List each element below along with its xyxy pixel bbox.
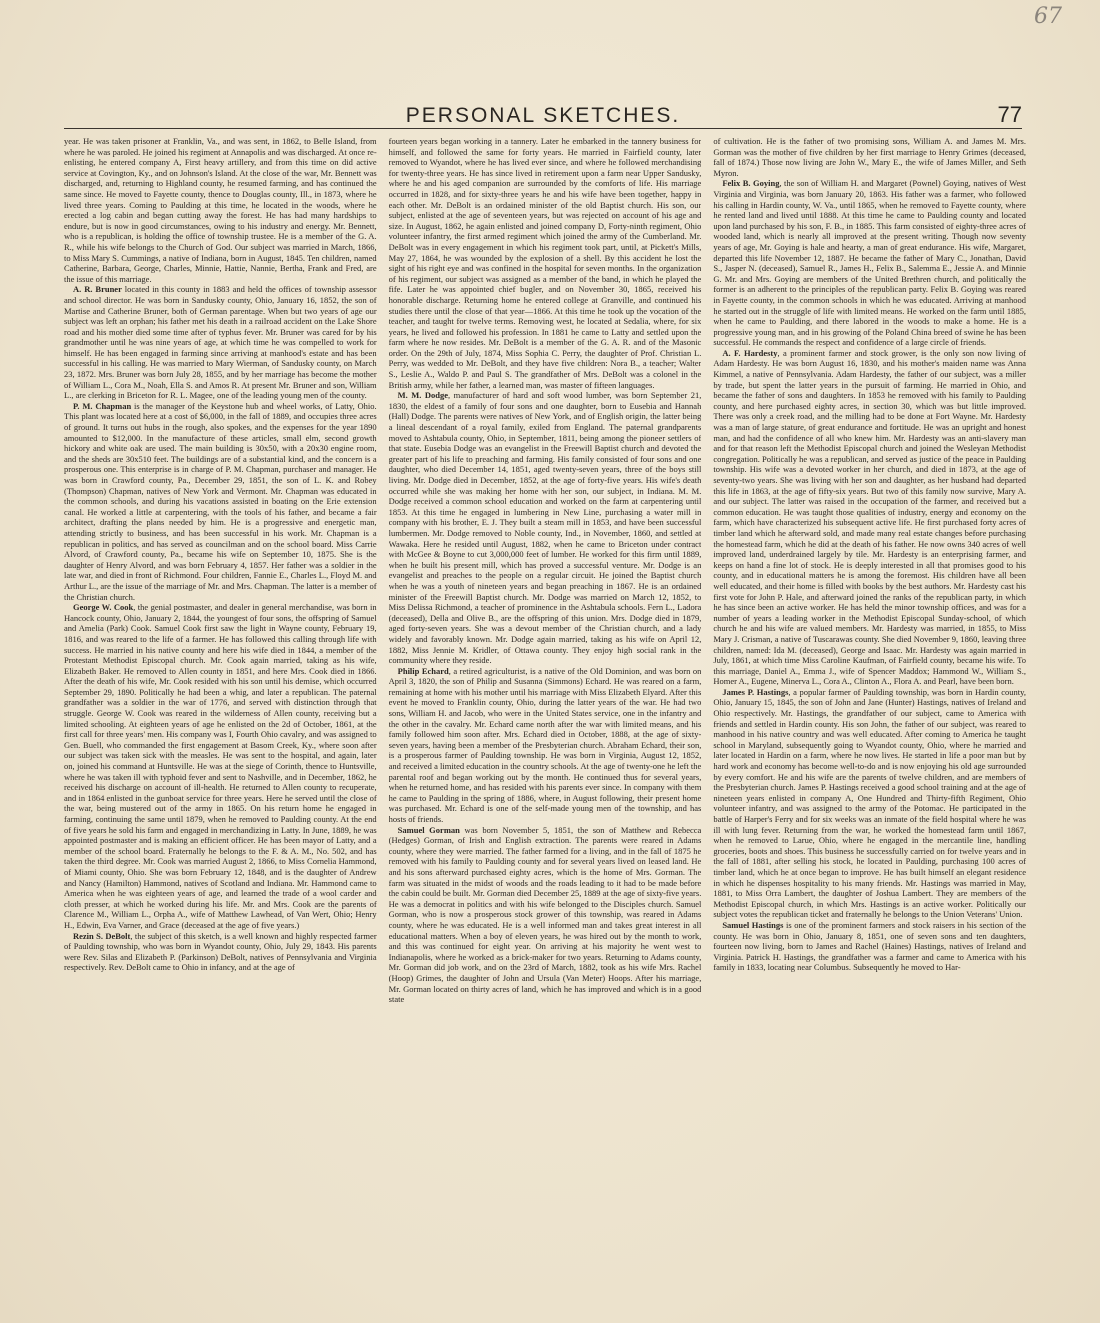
sketch-text: located in this county in 1883 and held the offices of township assessor and school director. He was born in Sandusky county, Ohio, January 16, 1852, the son of Martise and Catherine Bruner, both of German parentage. When but two years of age our subject was left an orphan; his father met his death in a railroad accident on the Lake Shore road and his mother died some time after of typhus fever. Mr. Bruner was cared for by his grandmother until he was nine years of age, at which time he was compelled to work for himself. He has been engaged in farming since arriving at manhood's estate and has been successful in his calling. He was married to Mary Wierman, of Sandusky county, on March 23, 1872. Mrs. Bruner was born July 28, 1855, and by her marriage has become the mother of William L., Cora M., Noah, Ella S. and Amos R. At present Mr. Bruner and son, William L., are clerking in Briceton for R. L. Magee, one of the leading young men of the county.	[64, 284, 377, 401]
sketch-paragraph	[64, 284, 377, 401]
sketch-paragraph	[389, 390, 702, 665]
sketch-paragraph	[713, 920, 1026, 973]
sketch-name: Rezin S. DeBolt	[73, 930, 131, 941]
sketch-paragraph	[389, 136, 702, 390]
sketch-text: , the son of William H. and Margaret (Pownel) Goying, natives of West Virginia and Virginia, was born January 20, 1863. His father was a farmer, who followed his calling in Hardin county, W. Va., until 1865, when he removed to Fayette county, where he rented land and lived until 1888. At this time he came to Paulding county and located upon land purchased by his son, F. B., in 1885. This farm consisted of eighty-three acres of wooded land, which is nearly all improved at the present writing. Though now seventy years of age, Mr. Goying is hale and hearty, a man of great endurance. His wife, Margaret, departed this life November 12, 1887. He became the father of Mary C., Jonathan, David S., Jasper N. (deceased), Samuel R., James H., Felix B., Salemma E., Jessie A. and Minnie G. Mr. and Mrs. Goying are members of the United Brethren church, and politically the former is an adherent to the principles of the republican party. Felix B. Goying was reared in Fayette county, in the common schools in which he was educated. Arriving at manhood he started out in the struggle of life with limited means. He worked on the farm until 1885, when he came to Paulding, and there labored in the woods to make a home. He is a progressive young man, and in his growing of the Poland China breed of swine he has been successful. He commands the respect and confidence of a large circle of friends.	[713, 178, 1026, 348]
sketch-text: fourteen years began working in a tannery. Later he embarked in the tannery business for himself, and followed the same for forty years. He married in Fairfield county, later removed to Wyandot, where he has lived ever since, and where he followed merchandising for twenty-three years. He has since lived in retirement upon a farm near Upper Sandusky, where he and his aged companion are surrounded by the comforts of life. His marriage occurred in 1828, and for sixty-three years he and his wife have been together, happy in each other. Mr. DeBolt is an ordained minister of the old Baptist church. His son, our subject, enlisted at the age of seventeen years, but was rejected on account of his age and size. In August, 1862, he again enlisted and joined company D, Forty-ninth regiment, Ohio volunteer infantry, the first armed regiment which joined the army of the Cumberland. Mr. DeBolt was in every engagement in which his regiment took part, until, at Pickett's Mills, May 27, 1864, he was wounded by the explosion of a shell. By this accident he lost the sight of his right eye and was confined in the hospital for seven months. In the organization of his regiment, our subject was assigned as a member of the band, in which he played the fife. Later he was appointed chief bugler, and on November 30, 1865, received his honorable discharge. Returning home he entered college at Granville, and continued his studies there until the close of that year—1866. At this time he took up the vocation of the teacher, and taught for twelve terms. Removing west, he located at Sedalia, where, for six years, he lived and followed his profession. In 1881 he came to Latty and settled upon the farm where he now resides. Mr. DeBolt is a member of the G. A. R. and of the Masonic order. On the 29th of July, 1874, Miss Sophia C. Perry, the daughter of Prof. Christian L. Perry, was wedded to Mr. DeBolt, and they have five children: Nora B., a teacher; Walter S., Leslie A., Waldo P. and Paul S. The grandfather of Mrs. DeBolt was a colonel in the British army, while her father, a learned man, was master of fifteen languages.	[388, 136, 702, 390]
sketch-text: is one of the prominent farmers and stock raisers in his section of the county. He was born in Ohio, January 8, 1851, one of seven sons and ten daughters, fourteen now living, born to James and Rachel (Haines) Hastings, natives of Ireland and Virginia. Patrick H. Hastings, the grandfather was a farmer and came to America with his family in 1833, locating near Columbus. Subsequently he moved to Har-	[713, 919, 1026, 973]
sketch-name: Philip Echard	[397, 665, 449, 676]
column-3	[713, 136, 1026, 1316]
sketch-name: Samuel Hastings	[722, 919, 784, 930]
sketch-text: , manufacturer of hard and soft wood lumber, was born September 21, 1830, the eldest of a family of four sons and one daughter, born to Eusebia and Hannah (Hall) Dodge. The parents were natives of New York, and of English origin, the latter being a lineal descendant of a royal family, exiled from England. The paternal grandparents moved to Ashtabula county, Ohio, in September, 1811, being among the pioneer settlers of that state. Eusebia Dodge was an evangelist in the Freewill Baptist church and devoted the greater part of his life to preaching and farming. His family consisted of four sons and one daughter, who died December 14, 1851, aged twenty-seven years, three of the boys still living. Mr. Dodge died in December, 1852, at the age of forty-five years. His wife's death occurred while she was making her home with her son, our subject, in Indiana. M. M. Dodge received a common school education and worked on the farm at carpentering until 1853. At this time he engaged in lumbering in New Line, purchasing a water mill in company with his brother, E. J. They built a steam mill in 1853, and have been successful lumbermen. Mr. Dodge removed to Noble county, Ind., in November, 1860, and settled at Wawaka. Here he resided until August, 1882, when he came to Briceton under contract with McGee & Boyne to cut 3,000,000 feet of lumber. He worked for this firm until 1889, when he built his present mill, which has proved a successful venture. Mr. Dodge is an evangelist and preaches to the people on a regular circuit. He joined the Baptist church when he was a youth of nineteen years and began preaching in 1867. He is an ordained minister of the Freewill Baptist church. Mr. Dodge was married on March 12, 1852, to Miss Delissa Richmond, a teacher of prominence in the Ashtabula schools. Fern L., Ladora (deceased), Della and Olive B., are the offspring of this union. Mrs. Dodge died in 1879, aged forty-seven years. She was a devout member of the Christian church, and a lady widely and favorably known. Mr. Dodge again married, taking as his wife on April 12, 1882, Miss Jennie M. Kridler, of Ottawa county. They enjoy high social rank in the community where they reside.	[388, 390, 702, 666]
text-columns	[64, 136, 1026, 1316]
sketch-paragraph	[713, 178, 1026, 348]
sketch-name: A. F. Hardesty	[722, 347, 778, 358]
sketch-paragraph	[64, 136, 377, 284]
sketch-paragraph	[64, 602, 377, 930]
sketch-text: , a prominent farmer and stock grower, is the only son now living of Adam Hardesty. He was born August 16, 1830, and his mother's maiden name was Anna Kimmel, a native of Pennsylvania. Adam Hardesty, the father of our subject, was a miller by trade, but spent the latter years in the pursuit of farming. He married in Ohio, and became the father of sons and daughters. In 1853 he removed with his family to Paulding county, and here purchased eighty acres, in section 30, which was but little improved. There was only a creek road, and the milling had to be done at Fort Wayne. Mr. Hardesty was a man of large stature, of great endurance and fortitude. He was an upright and honest man, and had the confidence of all who knew him. Mr. Hardesty was an anti-slavery man and for that reason left the Methodist Episcopal church and joined the Wesleyan Methodist congregation. Politically he was a republican, and served as justice of the peace in Paulding township. His wife was a devoted worker in her church, and died in 1873, at the age of seventy-two years. She was living with her son and daughter, as her husband had departed this life in 1863, at the age of fifty-six years. But two of this family now survive, Mary A. and our subject. The latter was raised in the occupation of the farmer, and received but a common education. He was taught those qualities of industry, energy and economy on the farm, which have characterized his subsequent active life. He first purchased forty acres of timber land which he afterward sold, and made many real estate changes before purchasing the homestead farm, which he did at the death of his father. He now owns 340 acres of well improved land, underdrained largely by tile. Mr. Hardesty is an enterprising farmer, and keeps on hand a fine lot of stock. He is deeply interested in all that promises good to his county, and in educational matters he is among the foremost. His children have all been well educated, and their home is filled with books by the best authors. Mr. Hardesty cast his first vote for John P. Hale, and afterward joined the ranks of the republican party, in which he has since been an active worker. He has held the minor township offices, and was for a number of years a leading worker in the Methodist Episcopal Sunday-school, of which church he and his wife are valued members. Mr. Hardesty was married, in 1855, to Miss Mary J. Crisman, a native of Tuscarawas county. She died November 9, 1860, leaving three children, named: Ida M. (deceased), George and Isaac. Mr. Hardesty was again married in July, 1861, at which time Miss Caroline Kaufman, of Fairfield county, became his wife. To this marriage, Daniel A., Emma J., wife of Spencer Maddox; Hammond W., William S., Homer A., Eugene, Minerva L., Cora A., Clinton A., Flora A. and Pearl, have been born.	[713, 347, 1026, 687]
sketch-paragraph	[713, 348, 1026, 687]
sketch-paragraph	[389, 666, 702, 825]
sketch-paragraph	[389, 825, 702, 1005]
sketch-text: of cultivation. He is the father of two promising sons, William A. and James M. Mrs. Gorman was the mother of five children by her first marriage to Henry Grimes (deceased, fall of 1874.) Those now living are John W., Mary E., the wife of James Miller, and Seth Myron.	[713, 136, 1026, 178]
sketch-name: Samuel Gorman	[397, 824, 460, 835]
column-1	[64, 136, 377, 1316]
sketch-text: is the manager of the Keystone hub and wheel works, of Latty, Ohio. This plant was located here at a cost of $6,000, in the fall of 1889, and occupies three acres of ground. It turns out hubs in the rough, also spokes, and the expenses for the year 1890 amounted to $12,000. In the manufacture of these articles, small elm, second growth hickory and white oak are used. The main building is 30x50, with a 20x30 engine room, and the sheds are 30x510 feet. The buildings are of a substantial kind, and the concern is a prosperous one. This enterprise is in charge of P. M. Chapman, purchaser and manager. He was born in Crawford county, Pa., December 29, 1851, the son of L. K. and Robey (Thompson) Chapman, natives of New York and Vermont. Mr. Chapman was educated in the common schools, and during his vacations assisted in boating on the Erie extension canal. He worked a little at carpentering, with the tools of his father, and became a fair architect, drafting the plans needed by him. He is a progressive and energetic man, attending strictly to business, and has been successful in his work. Mr. Chapman is a republican in politics, and has served as councilman and on the school board. Miss Carrie Alvord, of Crawford county, Pa., became his wife on September 10, 1875. She is the daughter of Henry Alvord, and was born February 4, 1857. Her father was a soldier in the late war, and died in front of Richmond. Four children, Fannie E., Charles L., Floyd M. and Arthur L., are the issue of the marriage of Mr. and Mrs. Chapman. The latter is a member of the Christian church.	[64, 400, 377, 602]
sketch-name: A. R. Bruner	[73, 284, 122, 295]
sketch-name: James P. Hastings	[722, 686, 789, 697]
running-title: PERSONAL SKETCHES.	[405, 104, 681, 127]
header-rule	[64, 128, 1022, 129]
sketch-paragraph	[64, 401, 377, 602]
page-number: 77	[997, 102, 1022, 127]
sketch-name: Felix B. Goying	[722, 178, 780, 189]
sketch-text: , a retired agriculturist, is a native of the Old Dominion, and was born on April 3, 1820, the son of Philip and Susanna (Simmons) Echard. He was reared on a farm, remaining at home with his mother until his marriage with Miss Elizabeth Elyard. After this event he moved to Franklin county, Ohio, during the latter years of the war. He had two sons, William H. and Jacob, who were in the United States service, one in the infantry and the other in the cavalry. Mr. Echard came north after the war with limited means, and his family followed him soon after. Mrs. Echard died in October, 1888, at the age of sixty-seven years, having been a member of the Presbyterian church. Abraham Echard, their son, is a prosperous farmer of Paulding township. He was born in Virginia, August 12, 1852, and received a limited education in the country schools. At the age of twenty-one he left the parental roof and began working out by the month. He continued thus for several years, when he returned home, and has resided with his parents ever since. In company with them he came to Paulding in the spring of 1886, where, in August following, their present home was purchased. Mr. Echard is one of the self-made young men of the township, and has hosts of friends.	[388, 665, 702, 824]
sketch-paragraph	[64, 931, 377, 973]
sketch-text: was born November 5, 1851, the son of Matthew and Rebecca (Hedges) Gorman, of Irish and English extraction. The parents were reared in Adams county, where they were married. The father farmed for a living, and in the fall of 1875 he removed with his family to Paulding county and for several years lived on leased land. He and his sons afterward purchased eighty acres, which is the home of Mrs. Gorman. The farm was situated in the midst of woods and the roads leading to it had to be made before the cabin could be built. Mr. Gorman died December 25, 1889 at the age of sixty-five years. He was a democrat in politics and with his wife belonged to the Disciples church. Samuel Gorman, who is now a prosperous stock grower of this township, was reared in Adams county, where he was educated. He is a well informed man and takes great interest in all educational matters. When a boy of eleven years, he was hired out by the month to work, and this was continued for eight year. On arriving at his majority he went west to Indianapolis, where he worked as a brick-maker for two years. Returning to Adams county, Mr. Gorman did job work, and on the 23rd of March, 1882, took as his wife Mrs. Rachel (Hoop) Grimes, the daughter of John and Ursula (Van Meter) Hoops. After his marriage, Mr. Gorman located on thirty acres of land, which he has improved and which is in a good state	[388, 824, 702, 1005]
sketch-name: P. M. Chapman	[73, 400, 132, 411]
sketch-name: M. M. Dodge	[397, 390, 449, 401]
sketch-paragraph	[713, 136, 1026, 178]
sketch-text: year. He was taken prisoner at Franklin, Va., and was sent, in 1862, to Belle Island, from where he was paroled. He joined his regiment at Annapolis and was discharged. At once re-enlisting, he entered company A, First heavy artillery, and from this time on did active service at Covington, Ky., and on Johnson's Island. At the close of the war, Mr. Bennett was discharged, and, returning to Highland county, he resumed farming, and has continued the same since. He moved to Fayette county, thence to Douglas county, Ill., in 1873, where he lived three years. Coming to Paulding at this time, he located in the woods, where he erected a log cabin and began cutting away the forest. He has had many hardships to endure, but is now in good circumstances, owing to his industry and energy. Mr. Bennett, who is a republican, is holding the office of township trustee. He is a member of the G. A. R., while his wife belongs to the Church of God. Our subject was married in March, 1866, to Miss Mary S. Cummings, a native of Indiana, born in August, 1845. Ten children, named Catherine, Barbara, George, Charles, Minnie, Hattie, Nannie, Bertha, Frank and Fred, are the issue of this marriage.	[64, 136, 377, 284]
sketch-name: George W. Cook	[73, 602, 134, 613]
sketch-text: , the genial postmaster, and dealer in general merchandise, was born in Hancock county, Ohio, January 2, 1844, the youngest of four sons, the offspring of Samuel and Amelia (Park) Cook. Samuel Cook first saw the light in Wayne county, February 19, 1816, and was reared to the life of a farmer. He has followed this calling through life with success. He married in his native county and here his wife died in 1844, a member of the Protestant Methodist Episcopal church. Mr. Cook again married, taking as his wife, Elizabeth Baker. He removed to Allen county in 1851, and here Mrs. Cook died in 1866. After the death of his wife, Mr. Cook resided with his son until his demise, which occurred September 29, 1890. Politically he had been a whig, and later a republican. The paternal grandfather was a soldier in the war of 1776, and served with distinction through that struggle. George W. Cook was reared in the wilderness of Allen county, receiving but a limited schooling. At eighteen years of age he enlisted on the 2d of October, 1861, at the first call for three years' men. His company was I, Fourth Ohio cavalry, and was assigned to Gen. Buell, who commanded the first engagement at Basom Creek, Ky., where soon after our subject was taken sick with the measles. He was sent to the hospital, and again, later on, joined his command at Huntsville. He was at the siege of Corinth, thence to Huntsville, where he was taken ill with typhoid fever and sent to Nashville, and in December, 1862, he received his discharge on account of ill-health. He returned to Allen county to recuperate, and in 1864 enlisted in the gunboat service for three years. Here he served until the close of the war, being mustered out of the army in 1865. On his return home he engaged in farming, continuing the same until 1879, when he removed to Paulding county. At the end of five years he sold his farm and engaged in merchandizing in Latty. In June, 1889, he was appointed postmaster and is making an efficient officer. He has been mayor of Latty, and a member of the school board. Fraternally he belongs to the F. & A. M., No. 502, and has taken the third degree. Mr. Cook was married August 2, 1866, to Miss Cornelia Hammond, of Miami county, Ohio. She was born February 12, 1848, and is the daughter of Andrew and Nancy (Hamilton) Hammond, natives of Scotland and Indiana. Mr. Hammond came to America when he was eighteen years of age, and learned the trade of a wool carder and cloth presser, at which he worked during his life. Mr. and Mrs. Cook are the parents of Clarence M., William L., Orpha A., wife of Matthew Lawhead, of Van Wert, Ohio; Henry H., Edwin, Eva Varner, and Grace (deceased at the age of five years.)	[64, 602, 377, 930]
column-2	[389, 136, 702, 1316]
sketch-text: , the subject of this sketch, is a well known and highly respected farmer of Paulding township, who was born in Wyandot county, Ohio, July 29, 1843. His parents were Rev. Silas and Elizabeth P. (Parkinson) DeBolt, natives of Pennsylvania and Virginia respectively. Rev. DeBolt came to Ohio in infancy, and at the age of	[64, 930, 377, 973]
sketch-text: , a popular farmer of Paulding township, was born in Hardin county, Ohio, January 15, 1845, the son of John and Jane (Hunter) Hastings, natives of Ireland and Ohio respectively. Mr. Hastings, the grandfather of our subject, came to America with friends and settled in Hardin county. His son John, the father of our subject, was reared to manhood in his native country and was well educated. After coming to America he taught school in Maryland, subsequently going to Wyandot county, Ohio, where he married and later located in Hardin on a farm, where he now lives. He started in life a poor man but by hard work and economy has become well-to-do and is now enjoying his old age surrounded by every comfort. He and his wife are the parents of twelve children, and are members of the Presbyterian church. James P. Hastings received a good school training and at the age of nineteen years enlisted in company A, One Hundred and Thirty-fifth Regiment, Ohio volunteer infantry, and was assigned to the army of the Potomac. He participated in the battle of Harper's Ferry and for six weeks was an inmate of the field hospital where he was ill with lung fever. Returning from the war, he worked the homestead farm until 1867, when he removed to Larue, Ohio, where he engaged in the mercantile line, handling groceries, boots and shoes. This business he successfully carried on for twelve years and in the fall of 1881, after selling his stock, he located in Paulding, purchasing 100 acres of timber land, which he at once began to improve. He has built himself an elegant residence in which he dispenses hospitality to his many friends. Mr. Hastings was married in May, 1881, to Miss Orra Lambert, the daughter of Joshua Lambert. They are members of the Methodist Episcopal church, in which Mrs. Hastings is an active worker. Politically our subject votes the republican ticket and fraternally he belongs to the Union Veterans' Union.	[713, 686, 1026, 920]
sketch-paragraph	[713, 687, 1026, 920]
pencil-page-number: 67	[1034, 4, 1062, 29]
